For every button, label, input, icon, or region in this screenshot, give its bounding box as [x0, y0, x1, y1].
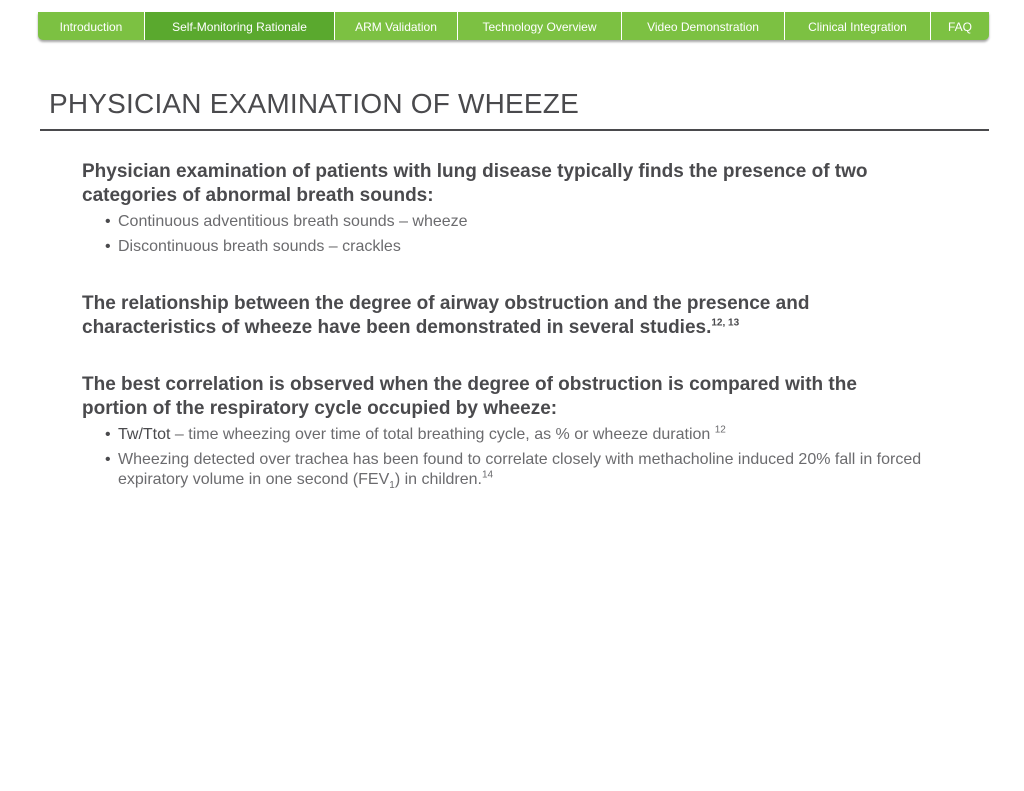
- section-lead: [82, 292, 922, 340]
- tab-introduction[interactable]: [38, 12, 145, 40]
- bullet-text-after: ) in children.: [394, 471, 482, 488]
- section-best-correlation: [82, 373, 922, 495]
- fev-subscript: 1: [389, 480, 395, 492]
- tab-label: Self-Monitoring Rationale: [172, 20, 307, 34]
- reference-citation: 12: [714, 424, 726, 436]
- page-title: PHYSICIAN EXAMINATION OF WHEEZE: [49, 88, 579, 119]
- tab-label: Video Demonstration: [647, 20, 759, 34]
- list-item: • Discontinuous breath sounds – crackles: [106, 237, 922, 257]
- reference-citation: 12, 13: [711, 317, 740, 329]
- section-lead: The best correlation is observed when the degree of obstruction is compared with the portion of the respiratory cycle occupied by wheeze:: [82, 374, 857, 419]
- tab-label: FAQ: [947, 20, 972, 34]
- section-breath-sound-categories: [82, 160, 922, 262]
- term-tw-ttot: Tw/Ttot: [118, 426, 171, 443]
- bullet-list: [82, 425, 922, 490]
- list-item: • Continuous adventitious breath sounds – wheeze: [106, 212, 922, 232]
- bullet-list: [82, 212, 922, 257]
- lead-text: The relationship between the degree of airway obstruction and the presence and characteristics of wheeze have been demonstrated in several studies.: [82, 293, 810, 338]
- section-lead: Physician examination of patients with lung disease typically finds the presence of two categories of abnormal breath sounds:: [82, 161, 868, 206]
- tab-label: ARM Validation: [355, 20, 437, 34]
- reference-citation: 14: [481, 469, 494, 481]
- tab-faq[interactable]: [931, 12, 989, 40]
- tab-technology-overview[interactable]: [458, 12, 622, 40]
- main-nav-tabs: [38, 12, 989, 40]
- tab-arm-validation[interactable]: [335, 12, 458, 40]
- list-item: [106, 425, 922, 445]
- tab-label: Introduction: [59, 20, 123, 34]
- bullet-text: Wheezing detected over trachea has been found to correlate closely with methacholine induced 20% fall in forced expiratory volume in one second (FEV: [118, 451, 922, 488]
- tab-self-monitoring-rationale[interactable]: [145, 12, 335, 40]
- tab-label: Clinical Integration: [808, 20, 907, 34]
- title-divider: [40, 129, 989, 131]
- tab-label: Technology Overview: [482, 20, 597, 34]
- tab-video-demonstration[interactable]: [622, 12, 785, 40]
- tab-clinical-integration[interactable]: [785, 12, 931, 40]
- list-item: [106, 450, 922, 490]
- bullet-text: – time wheezing over time of total breathing cycle, as % or wheeze duration: [170, 426, 715, 443]
- section-obstruction-relationship: [82, 292, 922, 340]
